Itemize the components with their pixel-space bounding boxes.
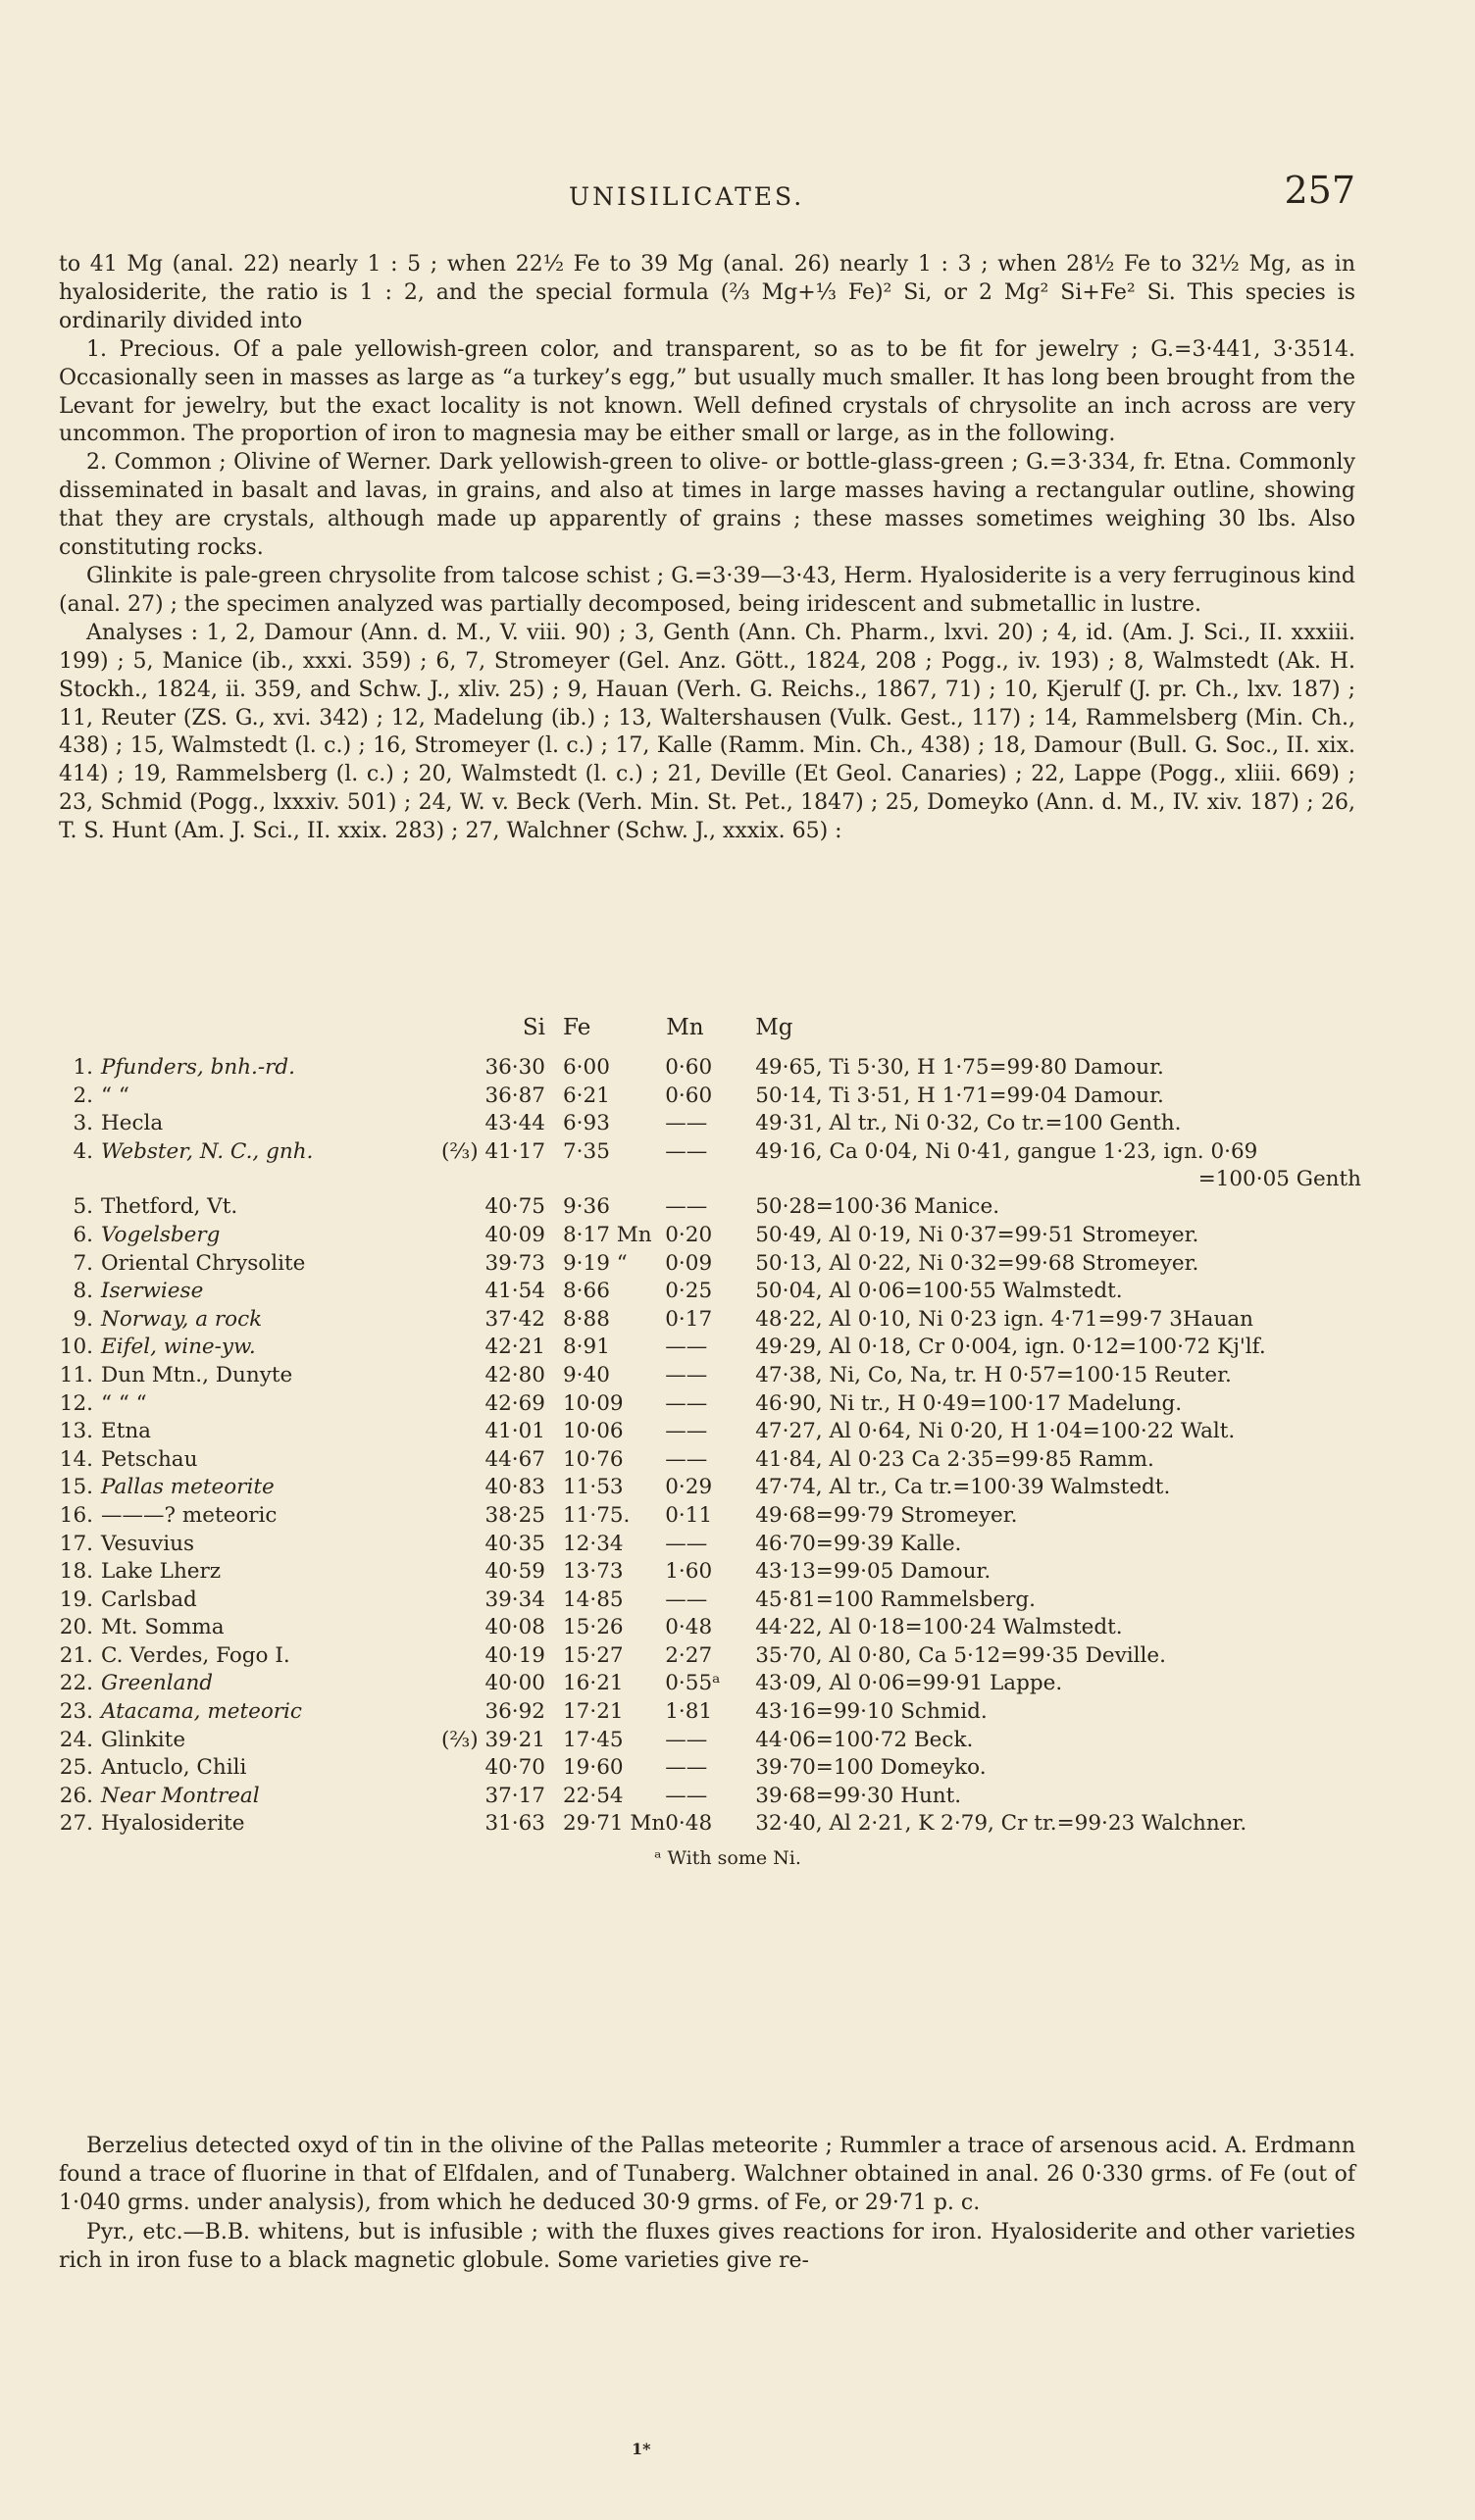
cell-mn: —— xyxy=(665,1755,708,1781)
cell-mn: —— xyxy=(665,1587,708,1612)
cell-fe: 29·71 Mn xyxy=(563,1811,666,1837)
cell-loc: Pallas meteorite xyxy=(101,1475,275,1500)
cell-loc: Glinkite xyxy=(101,1727,186,1752)
table-row xyxy=(51,1139,1365,1168)
cell-rest: 44·06=100·72 Beck. xyxy=(755,1727,974,1752)
header-fe: Fe xyxy=(563,1015,591,1040)
table-footnote: ᵃ With some Ni. xyxy=(654,1847,801,1870)
cell-mn: 0·09 xyxy=(665,1250,713,1276)
cell-fe: 22·54 xyxy=(563,1783,624,1808)
cell-mn: 0·20 xyxy=(665,1222,713,1247)
table-row xyxy=(51,1084,1365,1112)
cell-no: 8. xyxy=(73,1279,93,1304)
cell-mn: —— xyxy=(665,1194,708,1220)
paragraph-berzelius: Berzelius detected oxyd of tin in the olivine of the Pallas meteorite ; Rummler a trace of arsenous acid. A. Erdmann found a trace of fluorine in that of Elfdalen, and of Tunaberg. Walchner obtained in anal. 26 0·330 grms. of Fe (out of 1·040 grms. under analysis), from which he deduced 30·9 grms. of Fe, or 29·71 p. c. xyxy=(59,2134,1355,2216)
table-row xyxy=(51,1447,1365,1476)
bottom-text xyxy=(59,2132,1355,2275)
cell-rest: 35·70, Al 0·80, Ca 5·12=99·35 Deville. xyxy=(755,1642,1166,1668)
cell-mn: —— xyxy=(665,1531,708,1556)
cell-fe: 8·66 xyxy=(563,1279,610,1304)
cell-loc: Near Montreal xyxy=(101,1783,260,1808)
cell-fe: 17·45 xyxy=(563,1727,624,1752)
cell-si: 37·17 xyxy=(484,1783,545,1808)
cell-rest: 39·70=100 Domeyko. xyxy=(755,1755,987,1781)
cell-no: 4. xyxy=(73,1138,93,1164)
cell-mn: —— xyxy=(665,1390,708,1416)
page-header xyxy=(59,165,1355,224)
cell-si: 36·92 xyxy=(484,1699,545,1725)
cell-loc: Iserwiese xyxy=(101,1279,204,1304)
page-number: 257 xyxy=(1284,169,1355,212)
table-row xyxy=(51,1755,1365,1784)
cell-si: 42·80 xyxy=(484,1362,545,1387)
cell-loc: Pfunders, bnh.-rd. xyxy=(101,1055,296,1080)
cell-mn xyxy=(665,1167,743,1194)
cell-si: 36·30 xyxy=(484,1055,545,1080)
cell-loc xyxy=(101,1167,441,1194)
cell-fe: 11·53 xyxy=(563,1475,624,1500)
cell-mn: —— xyxy=(665,1419,708,1444)
cell-rest: 46·90, Ni tr., H 0·49=100·17 Madelung. xyxy=(755,1390,1183,1416)
cell-fe: 16·21 xyxy=(563,1671,624,1696)
cell-no: 26. xyxy=(59,1783,93,1808)
table-row xyxy=(51,1055,1365,1084)
cell-no: 7. xyxy=(73,1250,93,1276)
table-row xyxy=(51,1615,1365,1643)
table-row xyxy=(51,1811,1365,1840)
cell-rest: 41·84, Al 0·23 Ca 2·35=99·85 Ramm. xyxy=(755,1446,1154,1472)
cell-si: 31·63 xyxy=(484,1811,545,1837)
cell-mn: 2·27 xyxy=(665,1642,713,1668)
cell-mn: —— xyxy=(665,1362,708,1387)
table-header-row xyxy=(51,1000,1365,1041)
cell-si: 38·25 xyxy=(484,1502,545,1528)
cell-loc: Vogelsberg xyxy=(101,1222,221,1247)
cell-rest: 43·13=99·05 Damour. xyxy=(755,1559,992,1585)
cell-rest: 39·68=99·30 Hunt. xyxy=(755,1783,962,1808)
cell-fe: 14·85 xyxy=(563,1587,624,1612)
cell-loc: Etna xyxy=(101,1419,151,1444)
cell-loc: ———? meteoric xyxy=(101,1502,278,1528)
cell-no: 11. xyxy=(59,1362,93,1387)
cell-mn: 0·48 xyxy=(665,1811,713,1837)
cell-mn: 0·55ᵃ xyxy=(665,1671,721,1696)
cell-rest: =100·05 Genth xyxy=(1197,1167,1361,1192)
cell-si: 40·19 xyxy=(484,1642,545,1668)
paragraph-analyses: Analyses : 1, 2, Damour (Ann. d. M., V. viii. 90) ; 3, Genth (Ann. Ch. Pharm., lxvi. 20) ; 4, id. (Am. J. Sci., II. xxxiii. 199) ; 5, Manice (ib., xxxi. 359) ; 6, 7, Stromeyer (Gel. Anz. Gött., 1824, 208 ; Pogg., iv. 193) ; 8, Walmstedt (Ak. H. Stockh., 1824, ii. 359, and Schw. J., xliv. 25) ; 9, Hauan (Verh. G. Reichs., 1867, 71) ; 10, Kjerulf (J. pr. Ch., lxv. 187) ; 11, Reuter (ZS. G., xvi. 342) ; 12, Madelung (ib.) ; 13, Waltershausen (Vulk. Gest., 117) ; 14, Rammelsberg (Min. Ch., 438) ; 15, Walmstedt (l. c.) ; 16, Stromeyer (l. c.) ; 17, Kalle (Ramm. Min. Ch., 438) ; 18, Damour (Bull. G. Soc., II. xix. 414) ; 19, Rammelsberg (l. c.) ; 20, Walmstedt (l. c.) ; 21, Deville (Et Geol. Canaries) ; 22, Lappe (Pogg., xliii. 669) ; 23, Schmid (Pogg., lxxxiv. 501) ; 24, W. v. Beck (Verh. Min. St. Pet., 1847) ; 25, Domeyko (Ann. d. M., IV. xiv. 187) ; 26, T. S. Hunt (Am. J. Sci., II. xxix. 283) ; 27, Walchner (Schw. J., xxxix. 65) : xyxy=(59,620,1355,844)
cell-si: 40·83 xyxy=(484,1475,545,1500)
cell-no: 15. xyxy=(59,1475,93,1500)
cell-no: 12. xyxy=(59,1390,93,1416)
cell-loc: Webster, N. C., gnh. xyxy=(101,1138,314,1164)
cell-fe: 15·26 xyxy=(563,1615,624,1640)
table-row xyxy=(51,1784,1365,1812)
header-mg: Mg xyxy=(755,1015,793,1040)
cell-rest: 49·68=99·79 Stromeyer. xyxy=(755,1502,1018,1528)
cell-si: 40·00 xyxy=(484,1671,545,1696)
cell-no: 17. xyxy=(59,1531,93,1556)
cell-mn: 0·11 xyxy=(665,1502,713,1528)
cell-rest: 32·40, Al 2·21, K 2·79, Cr tr.=99·23 Walchner. xyxy=(755,1811,1247,1837)
paragraph-glinkite: Glinkite is pale-green chrysolite from talcose schist ; G.=3·39—3·43, Herm. Hyalosiderite is a very ferruginous kind (anal. 27) ; the specimen analyzed was partially decomposed, being iridescent and submetallic in lustre. xyxy=(59,563,1355,617)
body-text xyxy=(59,251,1355,846)
cell-mn: 0·29 xyxy=(665,1475,713,1500)
cell-rest: 50·49, Al 0·19, Ni 0·37=99·51 Stromeyer. xyxy=(755,1222,1199,1247)
cell-fe: 13·73 xyxy=(563,1559,624,1585)
cell-si xyxy=(441,1167,555,1194)
cell-si: 39·73 xyxy=(484,1250,545,1276)
cell-fe: 6·00 xyxy=(563,1055,610,1080)
cell-si: 40·09 xyxy=(484,1222,545,1247)
cell-mn: 1·81 xyxy=(665,1699,713,1725)
cell-si: 40·70 xyxy=(484,1755,545,1781)
cell-loc: Atacama, meteoric xyxy=(101,1699,302,1725)
cell-si: 40·75 xyxy=(484,1194,545,1220)
cell-loc: Lake Lherz xyxy=(101,1559,222,1585)
cell-no: 20. xyxy=(59,1615,93,1640)
table-row xyxy=(51,1391,1365,1420)
cell-fe: 6·21 xyxy=(563,1083,610,1108)
cell-rest: 47·27, Al 0·64, Ni 0·20, H 1·04=100·22 Walt. xyxy=(755,1419,1236,1444)
cell-si: 44·67 xyxy=(484,1446,545,1472)
cell-rest: 47·38, Ni, Co, Na, tr. H 0·57=100·15 Reuter. xyxy=(755,1362,1232,1387)
cell-loc: Vesuvius xyxy=(101,1531,195,1556)
cell-fe: 10·76 xyxy=(563,1446,624,1472)
cell-rest: 43·16=99·10 Schmid. xyxy=(755,1699,988,1725)
cell-fe: 8·17 Mn xyxy=(563,1222,652,1247)
cell-mn: 0·25 xyxy=(665,1279,713,1304)
cell-no: 19. xyxy=(59,1587,93,1612)
table-row xyxy=(51,1251,1365,1280)
cell-rest: 48·22, Al 0·10, Ni 0·23 ign. 4·71=99·7 3Hauan xyxy=(755,1306,1253,1332)
cell-rest: 49·29, Al 0·18, Cr 0·004, ign. 0·12=100·72 Kj'lf. xyxy=(755,1335,1266,1360)
table-row xyxy=(51,1699,1365,1728)
cell-loc: “ “ xyxy=(101,1083,129,1108)
cell-fe xyxy=(555,1167,665,1194)
cell-si: 36·87 xyxy=(484,1083,545,1108)
cell-fe: 12·34 xyxy=(563,1531,624,1556)
cell-rest: 50·04, Al 0·06=100·55 Walmstedt. xyxy=(755,1279,1123,1304)
cell-loc: Eifel, wine-yw. xyxy=(101,1335,256,1360)
signature-mark: 1* xyxy=(632,2440,651,2458)
cell-no: 21. xyxy=(59,1642,93,1668)
cell-rest: 45·81=100 Rammelsberg. xyxy=(755,1587,1036,1612)
cell-rest: 49·65, Ti 5·30, H 1·75=99·80 Damour. xyxy=(755,1055,1164,1080)
table-row xyxy=(51,1475,1365,1503)
cell-loc: Carlsbad xyxy=(101,1587,197,1612)
cell-fe: 19·60 xyxy=(563,1755,624,1781)
table-body xyxy=(51,1055,1365,1840)
table-row xyxy=(51,1363,1365,1391)
cell-si: 40·08 xyxy=(484,1615,545,1640)
cell-loc: Thetford, Vt. xyxy=(101,1194,238,1220)
table-row xyxy=(51,1167,1365,1194)
cell-no: 25. xyxy=(59,1755,93,1781)
cell-mn: —— xyxy=(665,1727,708,1752)
cell-fe: 15·27 xyxy=(563,1642,624,1668)
table-row xyxy=(51,1559,1365,1588)
cell-si: 43·44 xyxy=(484,1111,545,1136)
cell-no: 22. xyxy=(59,1671,93,1696)
cell-fe: 17·21 xyxy=(563,1699,624,1725)
cell-mn: 0·60 xyxy=(665,1083,713,1108)
cell-loc: Mt. Somma xyxy=(101,1615,225,1640)
cell-mn: 0·48 xyxy=(665,1615,713,1640)
cell-loc: Dun Mtn., Dunyte xyxy=(101,1362,293,1387)
table-row xyxy=(51,1335,1365,1363)
cell-rest: 47·74, Al tr., Ca tr.=100·39 Walmstedt. xyxy=(755,1475,1171,1500)
cell-no: 10. xyxy=(59,1335,93,1360)
cell-no: 3. xyxy=(73,1111,93,1136)
cell-loc: Hyalosiderite xyxy=(101,1811,245,1837)
cell-si: 41·01 xyxy=(484,1419,545,1444)
cell-no: 27. xyxy=(59,1811,93,1837)
cell-rest: 50·13, Al 0·22, Ni 0·32=99·68 Stromeyer. xyxy=(755,1250,1199,1276)
header-mn: Mn xyxy=(666,1015,704,1040)
cell-si: 40·59 xyxy=(484,1559,545,1585)
cell-fe: 9·19 “ xyxy=(563,1250,628,1276)
table-row xyxy=(51,1728,1365,1756)
cell-si: (⅔) 41·17 xyxy=(441,1138,545,1164)
table-row xyxy=(51,1588,1365,1616)
cell-fe: 6·93 xyxy=(563,1111,610,1136)
cell-si: 41·54 xyxy=(484,1279,545,1304)
cell-no: 24. xyxy=(59,1727,93,1752)
cell-no: 16. xyxy=(59,1502,93,1528)
cell-si: 42·21 xyxy=(484,1335,545,1360)
cell-mn: —— xyxy=(665,1138,708,1164)
cell-no: 13. xyxy=(59,1419,93,1444)
cell-si: (⅔) 39·21 xyxy=(441,1727,545,1752)
cell-si: 39·34 xyxy=(484,1587,545,1612)
cell-fe: 9·40 xyxy=(563,1362,610,1387)
table-row xyxy=(51,1419,1365,1447)
cell-mn: 0·17 xyxy=(665,1306,713,1332)
paragraph-precious: 1. Precious. Of a pale yellowish-green color, and transparent, so as to be fit for jewelry ; G.=3·441, 3·3514. Occasionally seen in masses as large as “a turkey’s egg,” but usually much smaller. It has long been brought from the Levant for jewelry, but the exact locality is not known. Well defined crystals of chrysolite an inch across are very uncommon. The proportion of iron to magnesia may be either small or large, as in the following. xyxy=(59,336,1355,447)
table-row xyxy=(51,1279,1365,1307)
cell-no: 23. xyxy=(59,1699,93,1725)
table-row xyxy=(51,1671,1365,1699)
cell-mn: —— xyxy=(665,1446,708,1472)
cell-loc: C. Verdes, Fogo I. xyxy=(101,1642,290,1668)
paragraph-common: 2. Common ; Olivine of Werner. Dark yellowish-green to olive- or bottle-glass-green ; G.=3·334, fr. Etna. Commonly disseminated in basalt and lavas, in grains, and also at times in large masses having a rectangular outline, showing that they are crystals, although made up apparently of grains ; these masses sometimes weighing 30 lbs. Also constituting rocks. xyxy=(59,450,1355,561)
analyses-table-wrapper xyxy=(51,1000,1365,1869)
cell-no: 9. xyxy=(73,1306,93,1332)
cell-fe: 10·09 xyxy=(563,1390,624,1416)
cell-si: 37·42 xyxy=(484,1306,545,1332)
cell-no: 1. xyxy=(73,1055,93,1080)
cell-fe: 10·06 xyxy=(563,1419,624,1444)
cell-rest: 46·70=99·39 Kalle. xyxy=(755,1531,962,1556)
cell-loc: Greenland xyxy=(101,1671,214,1696)
cell-loc: Hecla xyxy=(101,1111,164,1136)
cell-fe: 8·91 xyxy=(563,1335,610,1360)
cell-si: 40·35 xyxy=(484,1531,545,1556)
table-row xyxy=(51,1111,1365,1139)
table-row xyxy=(51,1223,1365,1251)
cell-si: 42·69 xyxy=(484,1390,545,1416)
cell-mn: —— xyxy=(665,1335,708,1360)
cell-no: 6. xyxy=(73,1222,93,1247)
cell-mn: —— xyxy=(665,1783,708,1808)
table-row xyxy=(51,1307,1365,1336)
cell-rest: 44·22, Al 0·18=100·24 Walmstedt. xyxy=(755,1615,1123,1640)
running-title: UNISILICATES. xyxy=(569,182,805,211)
cell-rest: 50·28=100·36 Manice. xyxy=(755,1194,1000,1220)
table-row xyxy=(51,1194,1365,1223)
cell-rest: 49·16, Ca 0·04, Ni 0·41, gangue 1·23, ign. 0·69 xyxy=(755,1138,1258,1164)
table-row xyxy=(51,1532,1365,1560)
cell-loc: Oriental Chrysolite xyxy=(101,1250,306,1276)
cell-fe: 9·36 xyxy=(563,1194,610,1220)
cell-mn: 1·60 xyxy=(665,1559,713,1585)
cell-loc: Petschau xyxy=(101,1446,198,1472)
table-row xyxy=(51,1503,1365,1532)
cell-mn: 0·60 xyxy=(665,1055,713,1080)
cell-rest: 49·31, Al tr., Ni 0·32, Co tr.=100 Genth. xyxy=(755,1111,1182,1136)
cell-rest: 43·09, Al 0·06=99·91 Lappe. xyxy=(755,1671,1063,1696)
analyses-table xyxy=(51,1000,1365,1840)
cell-loc: Antuclo, Chili xyxy=(101,1755,247,1781)
cell-fe: 7·35 xyxy=(563,1138,610,1164)
cell-fe: 8·88 xyxy=(563,1306,610,1332)
cell-no: 5. xyxy=(73,1194,93,1220)
cell-loc: Norway, a rock xyxy=(101,1306,263,1332)
cell-no xyxy=(51,1167,101,1194)
cell-fe: 11·75. xyxy=(563,1502,631,1528)
paragraph-formula: to 41 Mg (anal. 22) nearly 1 : 5 ; when 22½ Fe to 39 Mg (anal. 26) nearly 1 : 3 ; when 28½ Fe to 32½ Mg, as in hyalosiderite, the ratio is 1 : 2, and the special formula (⅔ Mg+⅓ Fe)² Si, or 2 Mg² Si+Fe² Si. This species is ordinarily divided into xyxy=(59,252,1355,333)
cell-rest: 50·14, Ti 3·51, H 1·71=99·04 Damour. xyxy=(755,1083,1164,1108)
cell-no: 2. xyxy=(73,1083,93,1108)
cell-no: 18. xyxy=(59,1559,93,1585)
cell-mn: —— xyxy=(665,1111,708,1136)
cell-no: 14. xyxy=(59,1446,93,1472)
paragraph-pyr: Pyr., etc.—B.B. whitens, but is infusible ; with the fluxes gives reactions for iron. Hyalosiderite and other varieties rich in iron fuse to a black magnetic globule. Some varieties give re- xyxy=(59,2219,1355,2273)
cell-loc: “ “ “ xyxy=(101,1390,147,1416)
table-row xyxy=(51,1643,1365,1672)
header-si: Si xyxy=(522,1015,545,1040)
